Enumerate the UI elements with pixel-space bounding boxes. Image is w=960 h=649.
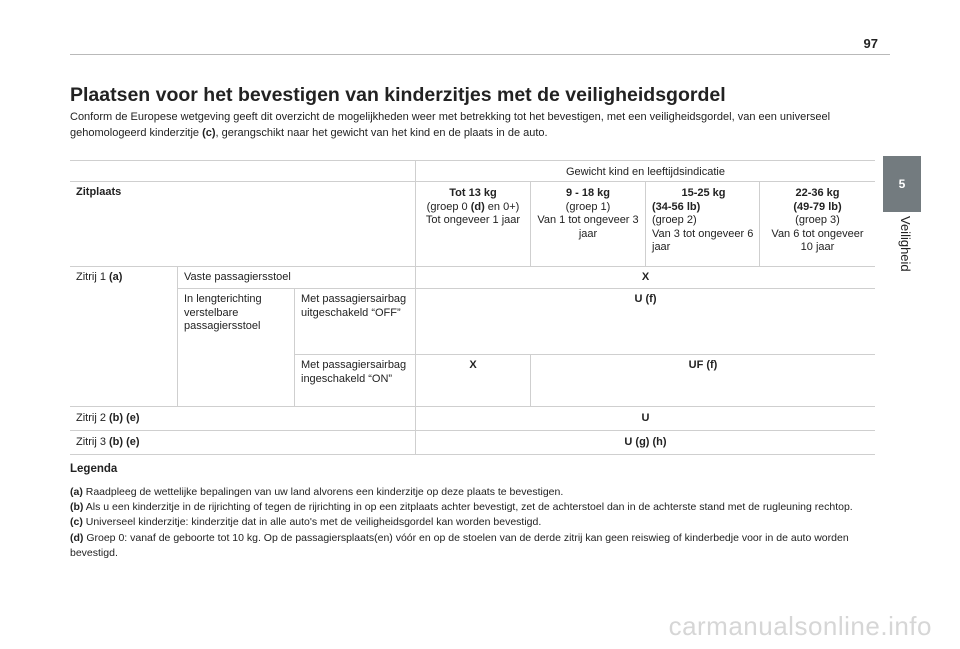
adjustable-seat-label: In lengterichting verstelbare passagiersstoel xyxy=(178,289,295,407)
airbag-off-label: Met passagiersairbag uitgeschakeld “OFF” xyxy=(295,289,416,355)
col2-age: Van 3 tot ongeveer 6 jaar xyxy=(652,227,754,253)
col3-weight-lb: (49-79 lb) xyxy=(793,200,842,213)
weight-header: Gewicht kind en leeftijdsindicatie xyxy=(416,160,875,182)
intro-ref-c: (c) xyxy=(202,127,216,139)
airbag-on-label: Met passagiersairbag ingeschakeld “ON” xyxy=(295,355,416,407)
empty-header-cell xyxy=(70,160,416,182)
intro-text-after: , gerangschikt naar het gewicht van het kind en de plaats in de auto. xyxy=(215,127,548,139)
seat-header: Zitplaats xyxy=(70,182,416,267)
row3-label xyxy=(70,431,416,455)
col1-age: Van 1 tot ongeveer 3 jaar xyxy=(537,214,639,240)
col3-age: Van 6 tot ongeveer 10 jaar xyxy=(771,227,864,253)
row2-value: U xyxy=(416,407,875,431)
page-title: Plaatsen voor het bevestigen van kinderzitjes met de veiligheidsgordel xyxy=(70,84,726,106)
col-header-group3 xyxy=(760,182,875,267)
col2-weight: 15-25 kg xyxy=(681,187,726,199)
child-seat-table xyxy=(70,160,875,455)
row2-label-ref: (b) (e) xyxy=(109,412,140,424)
airbag-off-value: U (f) xyxy=(416,289,875,355)
page-number: 97 xyxy=(863,36,878,51)
legend-key-a: (a) xyxy=(70,486,83,498)
header-rule xyxy=(70,54,890,55)
col1-weight: 9 - 18 kg xyxy=(565,187,611,199)
col2-weight-lb: (34-56 lb) xyxy=(652,200,701,213)
row3-label-ref: (b) (e) xyxy=(109,436,140,448)
col2-group: (groep 2) xyxy=(652,214,697,226)
legend-item-c xyxy=(70,515,870,530)
fixed-seat-label: Vaste passagiersstoel xyxy=(178,267,416,289)
row1-label xyxy=(70,267,178,407)
col-header-group1 xyxy=(531,182,646,267)
col0-group xyxy=(420,201,526,215)
legend-text-c: Universeel kinderzitje: kinderzitje dat in alle auto's met de veiligheidsgordel kan worden bevestigd. xyxy=(82,516,542,529)
legend-key-b: (b) xyxy=(70,501,84,514)
watermark: carmanualsonline.info xyxy=(668,611,932,641)
col3-weight: 22-36 kg xyxy=(795,187,840,199)
legend-item-a xyxy=(70,485,870,500)
chapter-tab[interactable]: 5 xyxy=(883,156,921,212)
intro-paragraph xyxy=(70,109,870,141)
intro-text-before: Conform de Europese wetgeving geeft dit overzicht de mogelijkheden weer met betrekking tot het bevestigen, met een veiligheidsgordel, van een universeel gehomologeerd kinderzitje xyxy=(70,111,831,139)
col3-group: (groep 3) xyxy=(795,214,840,226)
row2-label xyxy=(70,407,416,431)
row3-value: U (g) (h) xyxy=(416,431,875,455)
legend-key-d: (d) xyxy=(70,531,84,544)
airbag-on-value-other: UF (f) xyxy=(531,355,875,407)
col0-age: Tot ongeveer 1 jaar xyxy=(425,214,521,226)
col1-group: (groep 1) xyxy=(565,200,611,213)
col0-group-pre: (groep 0 xyxy=(426,200,471,213)
col-header-group0 xyxy=(416,182,531,267)
airbag-on-value-group0: X xyxy=(416,355,531,407)
chapter-side-label xyxy=(891,216,921,286)
fixed-seat-value: X xyxy=(416,267,875,289)
col0-group-ref: (d) xyxy=(470,200,485,213)
row2-label-text: Zitrij 2 xyxy=(76,412,109,424)
col0-group-post: en 0+) xyxy=(484,200,520,213)
chapter-title: Veiligheid xyxy=(898,216,913,272)
legend-text-b: Als u een kinderzitje in de rijrichting of tegen de rijrichting in op een zitplaats achter bevestigt, zet de achterstoel dan in de achterste stand met de rugleuning rechtop. xyxy=(83,501,853,514)
legend-text-a: Raadpleeg de wettelijke bepalingen van uw land alvorens een kinderzitje op deze plaats te bevestigen. xyxy=(82,486,564,498)
col0-weight: Tot 13 kg xyxy=(449,187,497,199)
row1-label-text: Zitrij 1 xyxy=(76,271,109,283)
legend-text-d: Groep 0: vanaf de geboorte tot 10 kg. Op de passagiersplaats(en) vóór en op de stoelen van de derde zitrij kan geen reiswieg of kinderbedje voor in de auto worden bevestigd. xyxy=(70,531,849,559)
legend xyxy=(70,463,870,561)
legend-title: Legenda xyxy=(70,463,118,475)
col-header-group2 xyxy=(646,182,760,267)
legend-key-c: (c) xyxy=(70,516,83,529)
legend-item-b xyxy=(70,500,870,515)
legend-item-d xyxy=(70,531,870,561)
row1-label-ref: (a) xyxy=(109,271,123,283)
row3-label-text: Zitrij 3 xyxy=(76,436,109,448)
